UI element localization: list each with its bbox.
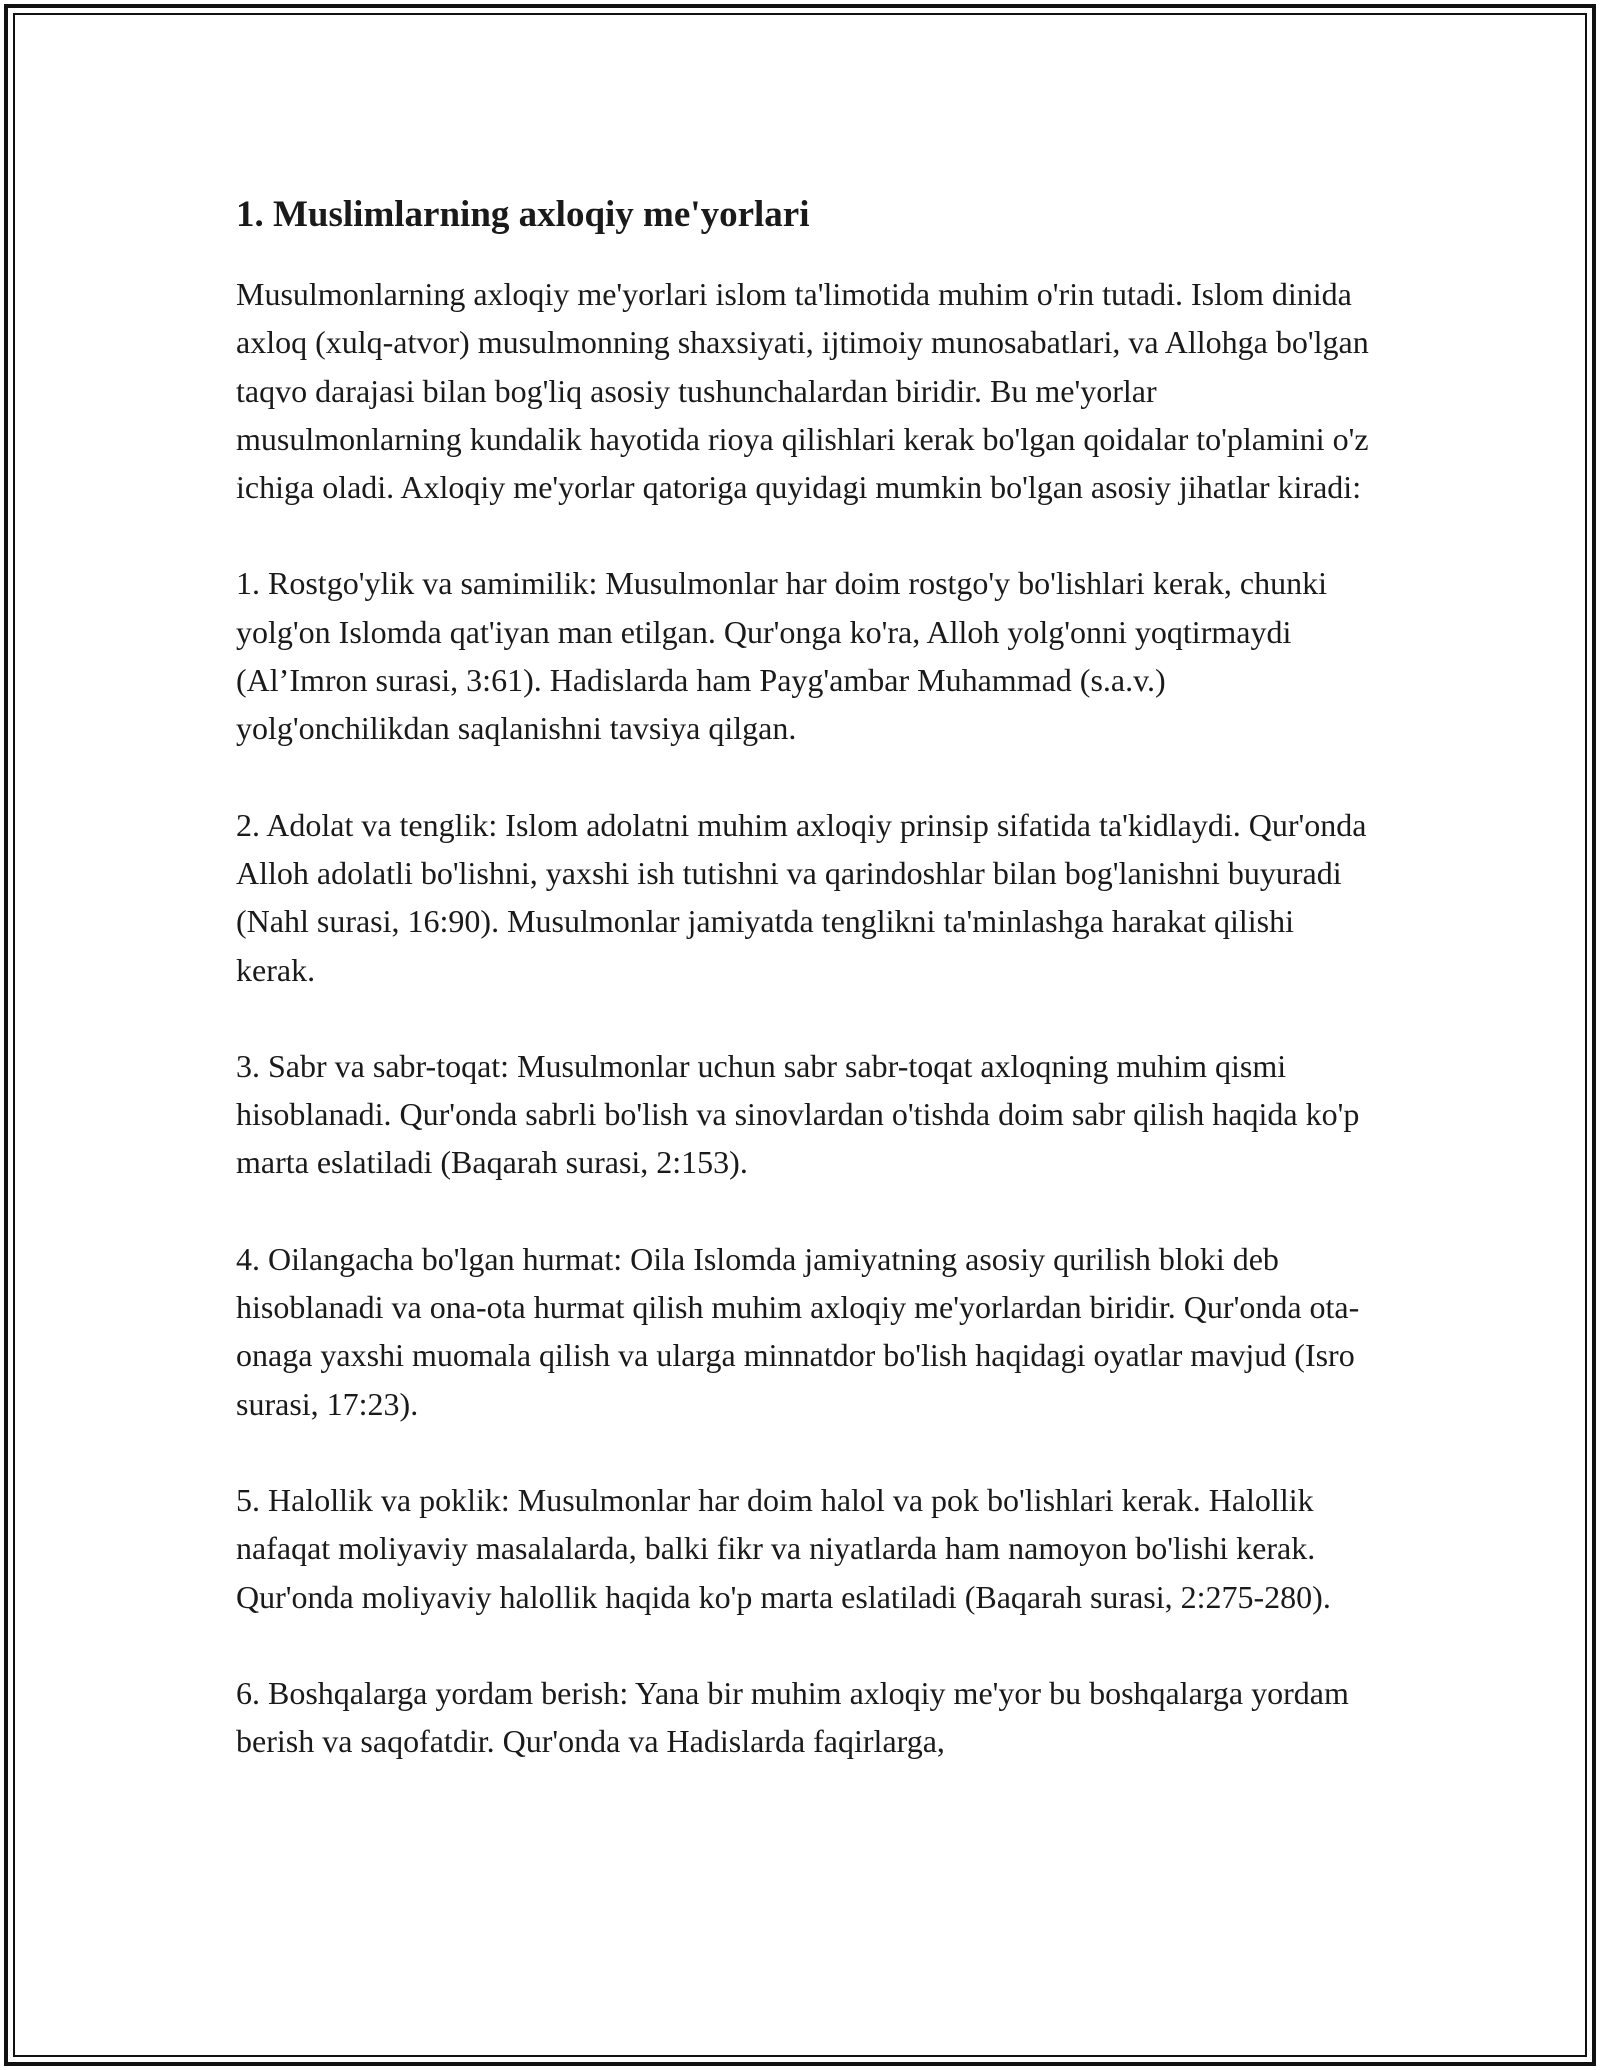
list-item-truthfulness: 1. Rostgo'ylik va samimilik: Musulmonlar har doim rostgo'y bo'lishlari kerak, chunki yolg'on Islomda qat'iyan man etilgan. Qur'onga ko'ra, Alloh yolg'onni yoqtirmaydi (Al’Imron surasi, 3:61). Hadislarda ham Payg'ambar Muhammad (s.a.v.) yolg'onchilikdan saqlanishni tavsiya qilgan. xyxy=(236,565,1327,747)
document-title: 1. Muslimlarning axloqiy me'yorlari xyxy=(236,194,810,235)
intro-paragraph: Musulmonlarning axloqiy me'yorlari islom ta'limotida muhim o'rin tutadi. Islom dinida axloq (xulq-atvor) musulmonning shaxsiyati, ijtimoiy munosabatlari, va Allohga bo'lgan taqvo darajasi bilan bog'liq asosiy tushunchalardan biridir. Bu me'yorlar musulmonlarning kundalik hayotida rioya qilishlari kerak bo'lgan qoidalar to'plamini o'z ichiga oladi. Axloqiy me'yorlar qatoriga quyidagi mumkin bo'lgan asosiy jihatlar kiradi: xyxy=(236,276,1369,506)
list-item-justice: 2. Adolat va tenglik: Islom adolatni muhim axloqiy prinsip sifatida ta'kidlaydi. Qur'onda Alloh adolatli bo'lishni, yaxshi ish tutishni va qarindoshlar bilan bog'lanishni buyuradi (Nahl surasi, 16:90). Musulmonlar jamiyatda tenglikni ta'minlashga harakat qilishi kerak. xyxy=(236,806,1367,988)
list-item-family-respect: 4. Oilangacha bo'lgan hurmat: Oila Islomda jamiyatning asosiy qurilish bloki deb hisoblanadi va ona-ota hurmat qilish muhim axloqiy me'yorlardan biridir. Qur'onda ota-onaga yaxshi muomala qilish va ularga minnatdor bo'lish haqidagi oyatlar mavjud (Isro surasi, 17:23). xyxy=(236,1240,1360,1422)
list-item-honesty: 5. Halollik va poklik: Musulmonlar har doim halol va pok bo'lishlari kerak. Halollik nafaqat moliyaviy masalalarda, balki fikr va niyatlarda ham namoyon bo'lishi kerak. Qur'onda moliyaviy halollik haqida ko'p marta eslatiladi (Baqarah surasi, 2:275-280). xyxy=(236,1481,1331,1615)
list-item-patience: 3. Sabr va sabr-toqat: Musulmonlar uchun sabr sabr-toqat axloqning muhim qismi hisoblanadi. Qur'onda sabrli bo'lish va sinovlardan o'tishda doim sabr qilish haqida ko'p marta eslatiladi (Baqarah surasi, 2:153). xyxy=(236,1047,1360,1181)
document-body xyxy=(236,182,1376,1813)
list-item-helping-others: 6. Boshqalarga yordam berish: Yana bir muhim axloqiy me'yor bu boshqalarga yordam berish va saqofatdir. Qur'onda va Hadislarda faqirlarga, xyxy=(236,1674,1349,1760)
